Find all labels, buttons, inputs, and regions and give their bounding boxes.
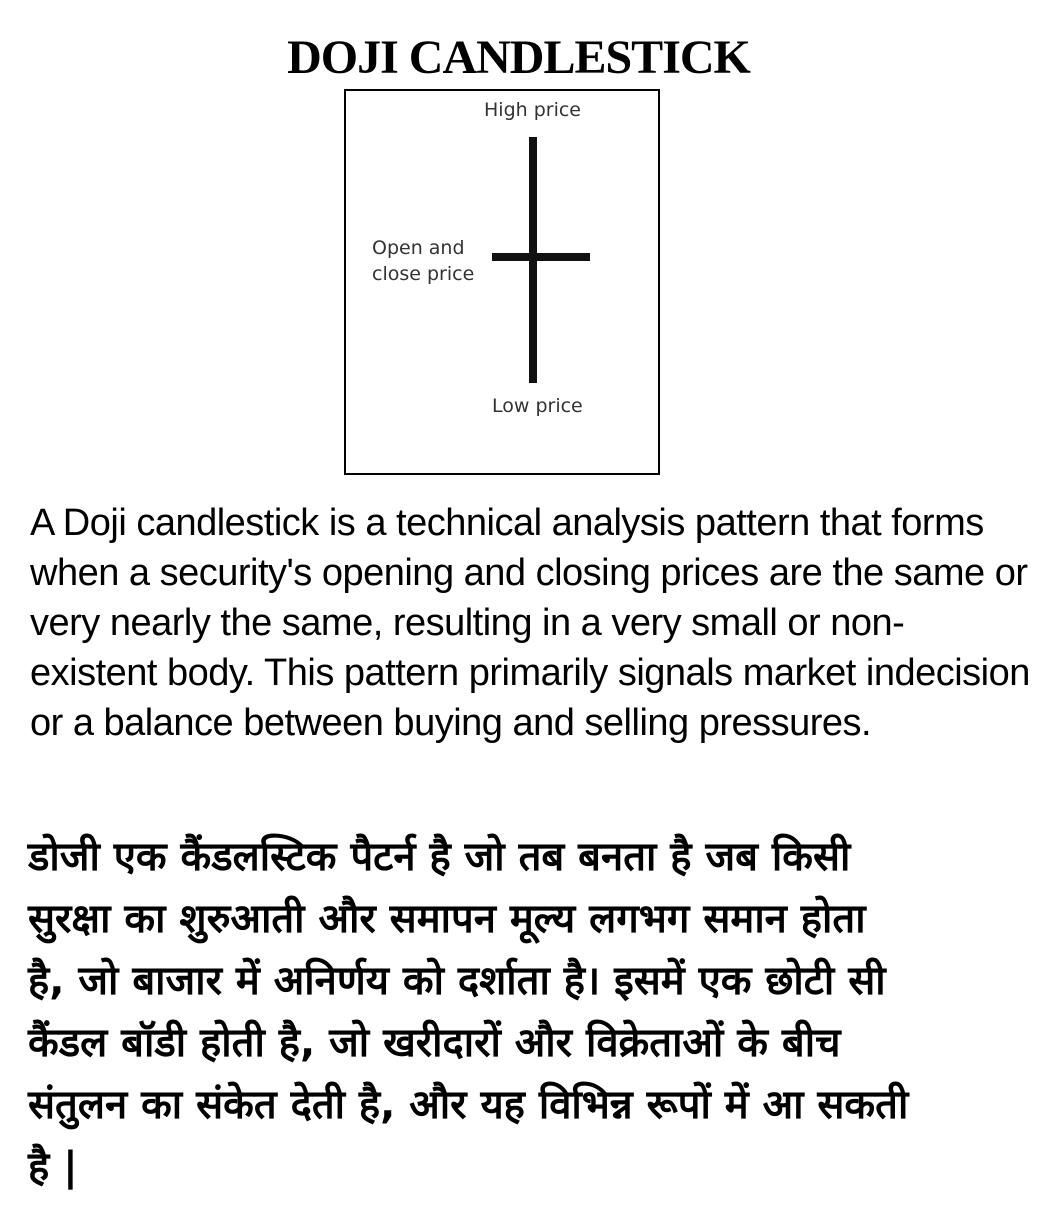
low-price-label: Low price bbox=[492, 395, 583, 417]
doji-candlestick-diagram bbox=[344, 89, 660, 475]
hindi-description: डोजी एक कैंडलस्टिक पैटर्न है जो तब बनता है जब किसी सुरक्षा का शुरुआती और समापन मूल्य लगभग समान होता है, जो बाजार में अनिर्णय को दर्शाता है। इसमें एक छोटी सी कैंडल बॉडी होती है, जो खरीदारों और विक्रेताओं के बीच संतुलन का संकेत देती है, और यह विभिन्न रूपों में आ सकती है | bbox=[28, 834, 909, 1190]
candle-body bbox=[492, 253, 590, 261]
english-description: A Doji candlestick is a technical analysis pattern that forms when a security's opening and closing prices are the same or very nearly the same, resulting in a very small or non-existent body. This pattern primarily signals market indecision or a balance between buying and selling pressures. bbox=[30, 502, 1030, 744]
open-close-price-label: Open and close price bbox=[372, 237, 475, 285]
high-price-label: High price bbox=[484, 99, 581, 121]
page-title: DOJI CANDLESTICK bbox=[287, 31, 750, 84]
